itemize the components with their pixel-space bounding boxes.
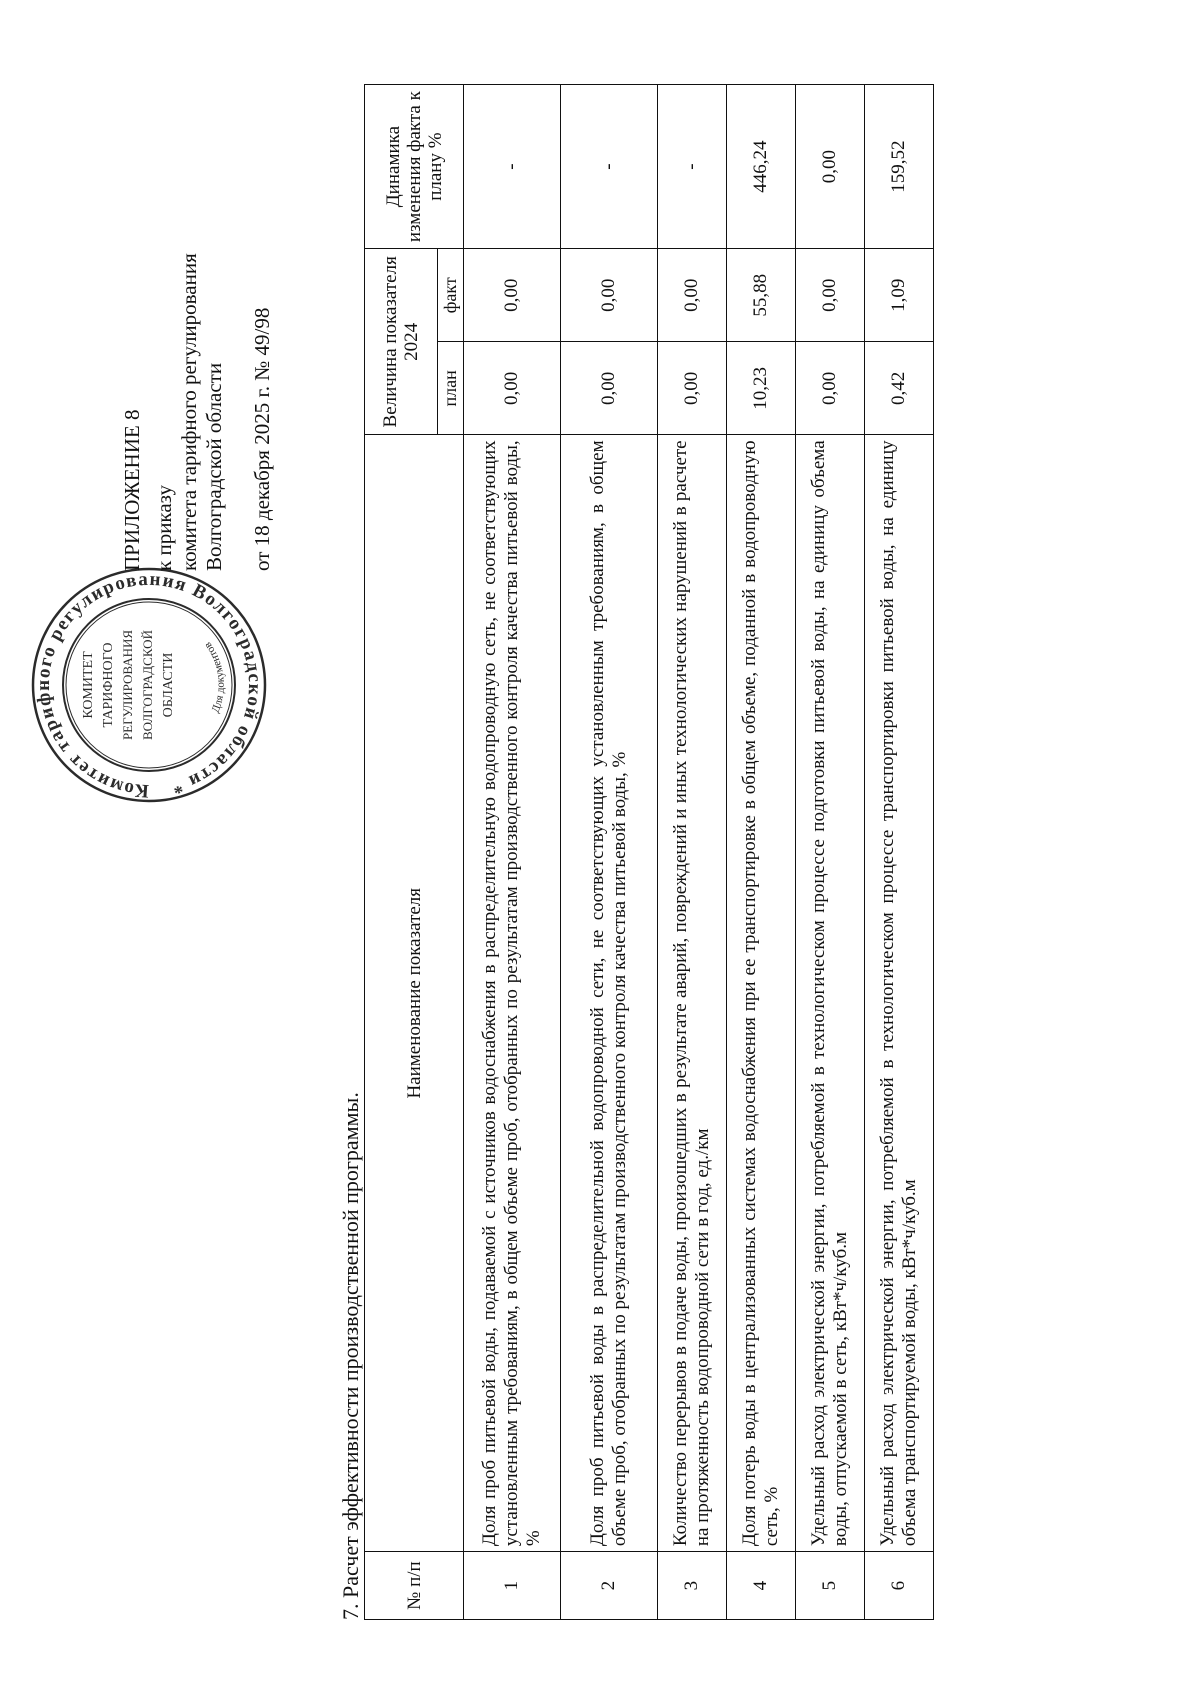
stamp-bottom-text: Для документов xyxy=(201,639,227,715)
row-num: 1 xyxy=(464,1552,561,1620)
row-plan: 0,00 xyxy=(464,342,561,435)
row-fact: 55,88 xyxy=(727,249,796,342)
header-fact: факт xyxy=(438,249,464,342)
header-name: Наименование показателя xyxy=(365,435,464,1552)
row-name: Удельный расход электрической энергии, потребляемой в технологическом процессе подготовки питьевой воды, на единицу объема воды, отпускаемой в сеть, кВт*ч/куб.м xyxy=(796,435,865,1552)
row-num: 4 xyxy=(727,1552,796,1620)
stamp-line-2: ТАРИФНОГО xyxy=(101,642,116,728)
table-row xyxy=(727,85,796,1620)
row-plan: 0,00 xyxy=(561,342,658,435)
row-plan: 0,00 xyxy=(658,342,727,435)
header-value: Величина показателя 2024 xyxy=(365,249,438,435)
row-name: Количество перерывов в подаче воды, произошедших в результате аварий, повреждений и иных технологических нарушений в расчете на протяженность водопроводной сети в год, ед./км xyxy=(658,435,727,1552)
row-name: Доля проб питьевой воды, подаваемой с источников водоснабжения в распределительную водопроводную сеть, не соответствующих установленным требованиям, в общем объеме проб, отобранных по результатам производственного контроля качества питьевой воды, % xyxy=(464,435,561,1552)
stamp-line-4: ВОЛГОГРАДСКОЙ xyxy=(140,630,155,740)
header-dynamics: Динамика изменения факта к плану % xyxy=(365,85,464,249)
row-name: Доля проб питьевой воды в распределительной водопроводной сети, не соответствующих установленным требованиям, в общем объеме проб, отобранных по результатам производственного контроля качества питьевой воды, % xyxy=(561,435,658,1552)
table-row xyxy=(796,85,865,1620)
table-row xyxy=(464,85,561,1620)
stamp-outer-text: Комитет тарифного регулирования Волгоградской области * xyxy=(32,568,266,802)
row-dynamics: - xyxy=(561,85,658,249)
appendix-title: ПРИЛОЖЕНИЕ 8 xyxy=(120,409,144,571)
table-row xyxy=(865,85,934,1620)
row-dynamics: 0,00 xyxy=(796,85,865,249)
row-name: Удельный расход электрической энергии, потребляемой в технологическом процессе транспортировки питьевой воды, на единицу объема транспортируемой воды, кВт*ч/куб.м xyxy=(865,435,934,1552)
row-dynamics: 159,52 xyxy=(865,85,934,249)
row-dynamics: - xyxy=(658,85,727,249)
header-plan: план xyxy=(438,342,464,435)
efficiency-table xyxy=(364,84,934,1620)
order-date-line: от 18 декабря 2025 г. № 49/98 xyxy=(250,307,274,571)
row-plan: 0,42 xyxy=(865,342,934,435)
stamp-line-1: КОМИТЕТ xyxy=(81,651,96,719)
row-dynamics: 446,24 xyxy=(727,85,796,249)
official-stamp xyxy=(30,566,268,804)
row-dynamics: - xyxy=(464,85,561,249)
stamp-line-5: ОБЛАСТИ xyxy=(161,652,176,718)
header-num: № п/п xyxy=(365,1552,464,1620)
row-num: 5 xyxy=(796,1552,865,1620)
row-num: 2 xyxy=(561,1552,658,1620)
row-fact: 1,09 xyxy=(865,249,934,342)
row-fact: 0,00 xyxy=(796,249,865,342)
row-fact: 0,00 xyxy=(658,249,727,342)
section-title: 7. Расчет эффективности производственной программы. xyxy=(338,1092,363,1620)
order-ref-line: к приказу xyxy=(152,485,176,571)
region-line: Волгоградской области xyxy=(202,362,226,571)
row-plan: 0,00 xyxy=(796,342,865,435)
row-plan: 10,23 xyxy=(727,342,796,435)
committee-name-line: комитета тарифного регулирования xyxy=(177,253,201,571)
stamp-line-3: РЕГУЛИРОВАНИЯ xyxy=(120,629,135,741)
table-row xyxy=(658,85,727,1620)
row-name: Доля потерь воды в централизованных системах водоснабжения при ее транспортировке в общем объеме, поданной в водопроводную сеть, % xyxy=(727,435,796,1552)
row-num: 6 xyxy=(865,1552,934,1620)
row-fact: 0,00 xyxy=(464,249,561,342)
row-num: 3 xyxy=(658,1552,727,1620)
svg-text:Для документов xyxy=(202,640,227,715)
table-row xyxy=(561,85,658,1620)
row-fact: 0,00 xyxy=(561,249,658,342)
